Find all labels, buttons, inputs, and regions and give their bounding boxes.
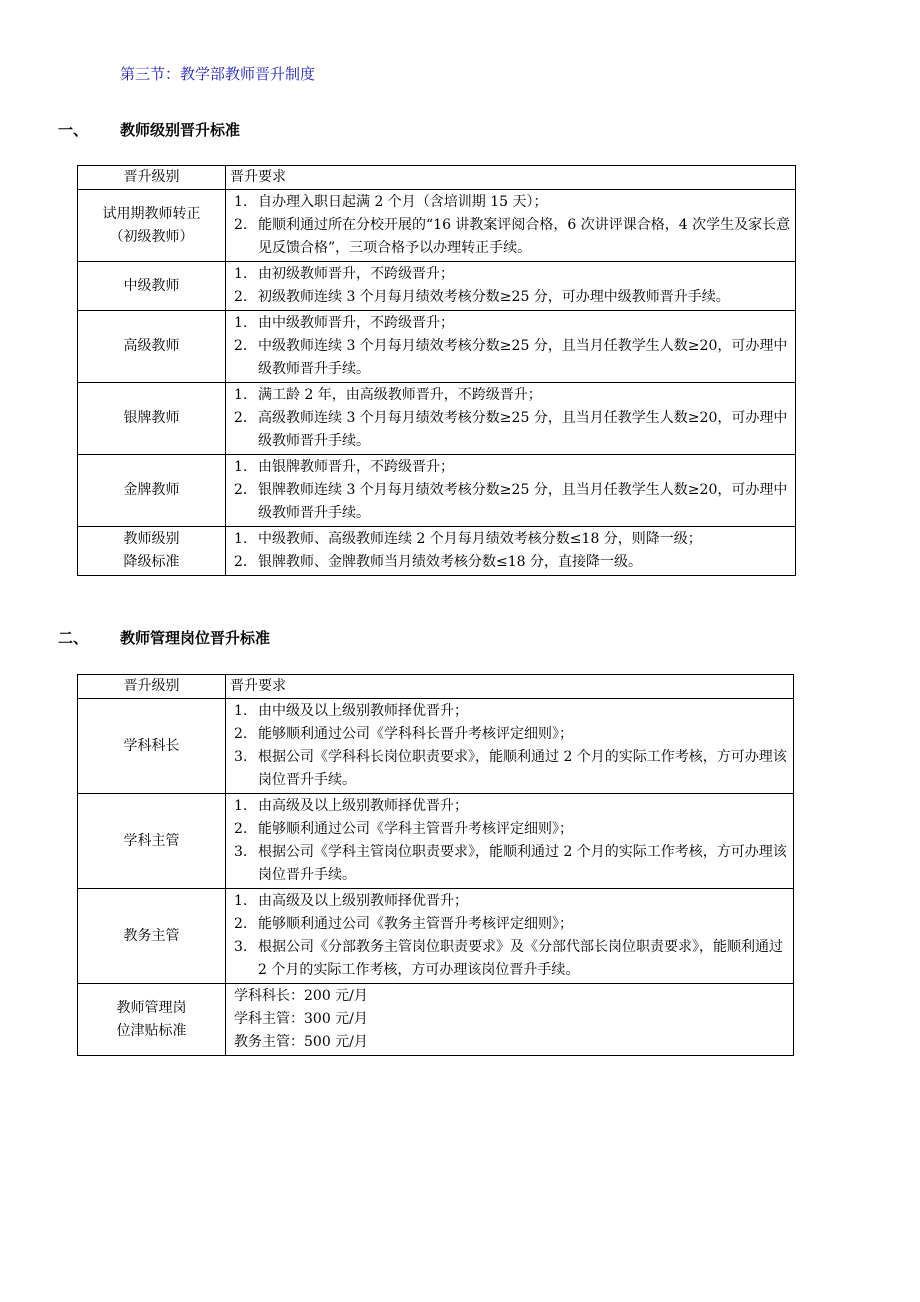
requirement-item [230, 818, 789, 841]
item-text: 银牌教师连续 3 个月每月绩效考核分数≥25 分，且当月任教学生人数≥20，可办理中级教师晋升手续。 [258, 482, 788, 521]
item-number: 2. [234, 821, 248, 837]
level-name-line: 银牌教师 [123, 410, 180, 426]
item-number: 2. [234, 482, 248, 498]
section-1-number: 一、 [58, 121, 89, 139]
requirements-cell [226, 311, 796, 383]
level-name-line: 金牌教师 [123, 482, 180, 498]
table-row [78, 889, 794, 984]
item-text: 由银牌教师晋升，不跨级晋升； [258, 459, 454, 475]
item-number: 1. [234, 531, 248, 547]
item-number: 2. [234, 916, 248, 932]
requirements-cell [226, 794, 794, 889]
requirements-cell [226, 889, 794, 984]
item-text: 根据公司《学科科长岗位职责要求》，能顺利通过 2 个月的实际工作考核，方可办理该岗位晋升手续。 [258, 749, 787, 788]
level-cell [78, 889, 226, 984]
item-number: 1. [234, 315, 248, 331]
requirement-item [230, 191, 791, 214]
header-level: 晋升级别 [78, 166, 226, 190]
level-cell [78, 262, 226, 311]
requirement-item [230, 723, 789, 746]
level-cell [78, 311, 226, 383]
management-post-promotion-table [77, 674, 794, 1056]
requirement-item [230, 263, 791, 286]
item-text: 能够顺利通过公司《学科科长晋升考核评定细则》； [258, 726, 573, 742]
requirement-item [230, 551, 791, 574]
level-cell [78, 383, 226, 455]
requirement-item [230, 528, 791, 551]
level-cell [78, 984, 226, 1056]
item-number: 1. [234, 459, 248, 475]
section-2-number: 二、 [58, 629, 89, 647]
requirement-item [230, 407, 791, 453]
level-name-line: 降级标准 [123, 554, 180, 570]
section-2-title: 教师管理岗位晋升标准 [120, 629, 271, 647]
section-2-heading [58, 628, 270, 648]
item-text: 高级教师连续 3 个月每月绩效考核分数≥25 分，且当月任教学生人数≥20，可办理中级教师晋升手续。 [258, 410, 788, 449]
requirements-cell [226, 383, 796, 455]
item-number: 2. [234, 338, 248, 354]
requirements-list [230, 384, 791, 453]
requirements-cell [226, 984, 794, 1056]
table-row [78, 311, 796, 383]
teacher-level-promotion-table [77, 165, 796, 576]
level-name-line: 高级教师 [123, 338, 180, 354]
level-name-line: 学科主管 [123, 832, 180, 849]
item-text: 由高级及以上级别教师择优晋升； [258, 798, 468, 814]
level-name-line: （初级教师） [109, 228, 194, 245]
requirement-item [230, 384, 791, 407]
level-name-line: 教师级别 [123, 531, 180, 547]
level-name-line: 中级教师 [123, 277, 180, 294]
section-1-heading [58, 120, 240, 140]
item-text: 由中级及以上级别教师择优晋升； [258, 703, 468, 719]
item-text: 由高级及以上级别教师择优晋升； [258, 893, 468, 909]
requirement-item [230, 746, 789, 792]
table-row [78, 383, 796, 455]
item-number: 1. [234, 266, 248, 282]
requirement-item [230, 286, 791, 309]
item-number: 1. [234, 893, 248, 909]
level-name-line: 教务主管 [123, 927, 180, 944]
item-number: 2. [234, 554, 248, 570]
level-name-line: 位津贴标准 [116, 1022, 187, 1039]
requirement-item [230, 795, 789, 818]
requirements-list [230, 263, 791, 309]
allowance-line: 学科科长：200 元/月 [234, 988, 368, 1004]
requirement-item [230, 312, 791, 335]
item-text: 能够顺利通过公司《学科主管晋升考核评定细则》； [258, 821, 573, 837]
requirements-list [230, 700, 789, 792]
table-row [78, 794, 794, 889]
table-row [78, 190, 796, 262]
requirement-item [230, 890, 789, 913]
requirement-item [230, 214, 791, 260]
requirement-item [230, 841, 789, 887]
item-number: 3. [234, 749, 248, 765]
requirements-list [230, 191, 791, 260]
level-cell [78, 455, 226, 527]
item-text: 根据公司《分部教务主管岗位职责要求》及《分部代部长岗位职责要求》，能顺利通过 2 个月的实际工作考核，方可办理该岗位晋升手续。 [258, 939, 783, 978]
table-row [78, 262, 796, 311]
table-row [78, 984, 794, 1056]
item-text: 中级教师、高级教师连续 2 个月每月绩效考核分数≤18 分，则降一级； [258, 531, 702, 547]
item-text: 初级教师连续 3 个月每月绩效考核分数≥25 分，可办理中级教师晋升手续。 [258, 289, 730, 305]
table-row [78, 527, 796, 576]
requirements-cell [226, 699, 794, 794]
item-text: 能顺利通过所在分校开展的“16 讲教案评阅合格，6 次讲评课合格，4 次学生及家长意见反馈合格”，三项合格予以办理转正手续。 [258, 217, 791, 256]
page-title: 第三节：教学部教师晋升制度 [120, 65, 316, 83]
requirement-item [230, 913, 789, 936]
item-text: 由初级教师晋升，不跨级晋升； [258, 266, 454, 282]
requirement-item [230, 335, 791, 381]
header-requirements: 晋升要求 [226, 675, 794, 699]
table-header-row [78, 166, 796, 190]
requirements-cell [226, 527, 796, 576]
item-text: 自办理入职日起满 2 个月（含培训期 15 天）； [258, 194, 548, 210]
requirement-item [230, 456, 791, 479]
item-text: 满工龄 2 年，由高级教师晋升，不跨级晋升； [258, 387, 542, 403]
requirements-list [230, 528, 791, 574]
requirements-list [230, 795, 789, 887]
level-cell [78, 699, 226, 794]
requirement-item [230, 700, 789, 723]
allowance-line: 学科主管：300 元/月 [234, 1011, 368, 1027]
section-1-title: 教师级别晋升标准 [120, 121, 241, 139]
item-number: 2. [234, 410, 248, 426]
level-cell [78, 190, 226, 262]
level-name-line: 教师管理岗 [116, 999, 187, 1016]
requirement-item [230, 479, 791, 525]
requirements-list [230, 890, 789, 982]
header-requirements: 晋升要求 [226, 166, 796, 190]
item-text: 银牌教师、金牌教师当月绩效考核分数≤18 分，直接降一级。 [258, 554, 642, 570]
item-number: 1. [234, 798, 248, 814]
item-number: 3. [234, 939, 248, 955]
item-number: 1. [234, 387, 248, 403]
header-level: 晋升级别 [78, 675, 226, 699]
requirements-list [230, 456, 791, 525]
item-number: 3. [234, 844, 248, 860]
item-text: 中级教师连续 3 个月每月绩效考核分数≥25 分，且当月任教学生人数≥20，可办理中级教师晋升手续。 [258, 338, 788, 377]
requirement-item [230, 936, 789, 982]
item-text: 根据公司《学科主管岗位职责要求》，能顺利通过 2 个月的实际工作考核，方可办理该岗位晋升手续。 [258, 844, 787, 883]
requirements-cell [226, 190, 796, 262]
table-header-row [78, 675, 794, 699]
requirements-list [230, 312, 791, 381]
requirements-cell [226, 455, 796, 527]
level-name-line: 学科科长 [123, 737, 180, 754]
item-number: 2. [234, 726, 248, 742]
table-row [78, 455, 796, 527]
item-text: 能够顺利通过公司《教务主管晋升考核评定细则》； [258, 916, 573, 932]
level-cell [78, 527, 226, 576]
item-text: 由中级教师晋升，不跨级晋升； [258, 315, 454, 331]
item-number: 1. [234, 194, 248, 210]
item-number: 1. [234, 703, 248, 719]
level-name-line: 试用期教师转正 [102, 205, 201, 222]
item-number: 2. [234, 217, 248, 233]
item-number: 2. [234, 289, 248, 305]
table-row [78, 699, 794, 794]
allowance-line: 教务主管：500 元/月 [234, 1034, 368, 1050]
requirements-cell [226, 262, 796, 311]
level-cell [78, 794, 226, 889]
